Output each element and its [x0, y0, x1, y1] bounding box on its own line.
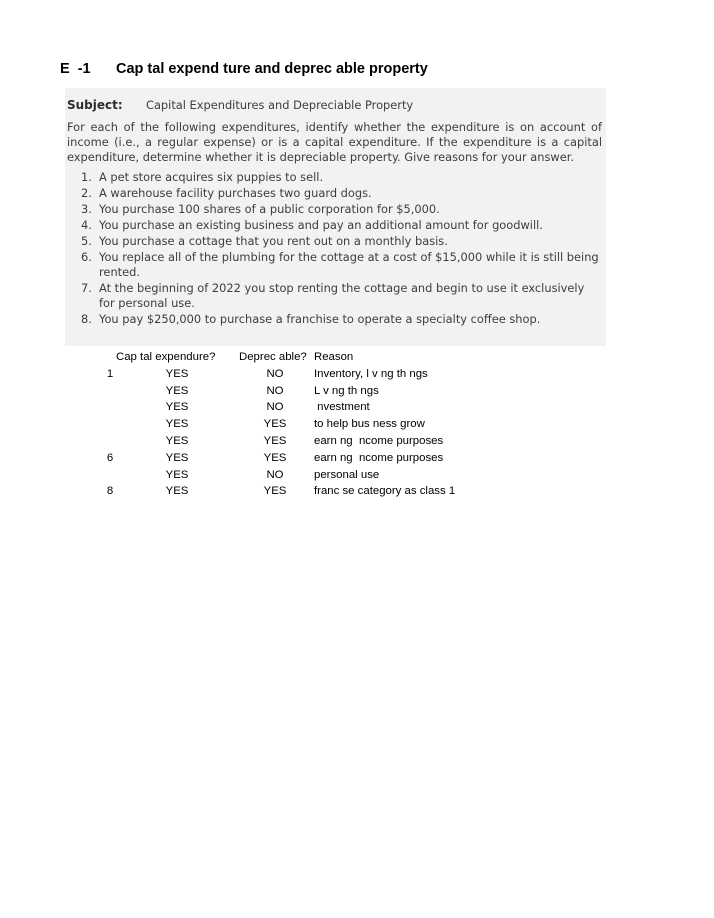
list-item — [67, 312, 602, 327]
depreciable-cell: NO — [266, 468, 284, 481]
textbook-excerpt-image — [65, 88, 606, 346]
reason-cell: earn ng ncome purposes — [314, 451, 444, 464]
row-number: 6 — [106, 451, 114, 464]
table-header-row — [0, 349, 714, 366]
list-item — [67, 218, 602, 233]
depreciable-cell: YES — [263, 418, 287, 431]
item-number: 4. — [81, 218, 92, 232]
page-title — [60, 61, 428, 77]
table-row — [0, 433, 714, 450]
item-text: You purchase a cottage that you rent out on a monthly basis. — [99, 234, 448, 248]
capital-cell: YES — [165, 434, 189, 447]
expenditure-list — [67, 170, 602, 327]
item-text: You replace all of the plumbing for the cottage at a cost of $15,000 while it is still being rented. — [99, 250, 599, 279]
table-row — [0, 467, 714, 484]
capital-cell: YES — [165, 485, 189, 498]
list-item — [67, 234, 602, 249]
answer-table — [0, 349, 714, 500]
subject-text: Capital Expenditures and Depreciable Property — [146, 98, 414, 112]
reason-cell: Inventory, l v ng th ngs — [314, 367, 428, 380]
subject-line — [67, 97, 602, 114]
list-item — [67, 202, 602, 217]
reason-cell: L v ng th ngs — [314, 384, 379, 397]
capital-cell: YES — [165, 418, 189, 431]
depreciable-cell: NO — [266, 401, 284, 414]
exercise-number: E -1 — [60, 61, 91, 77]
item-text: You pay $250,000 to purchase a franchise to operate a specialty coffee shop. — [99, 312, 541, 326]
list-item — [67, 281, 602, 311]
header-reason: Reason — [314, 351, 354, 363]
subject-label: Subject: — [67, 98, 123, 112]
capital-cell: YES — [165, 451, 189, 464]
table-row — [0, 383, 714, 400]
capital-cell: YES — [165, 468, 189, 481]
reason-cell: personal use — [314, 468, 380, 481]
table-row — [0, 399, 714, 416]
item-number: 7. — [81, 281, 92, 295]
row-number: 1 — [106, 367, 114, 380]
reason-cell: franc se category as class 1 — [314, 485, 456, 498]
item-text: You purchase 100 shares of a public corporation for $5,000. — [99, 202, 440, 216]
item-text: A warehouse facility purchases two guard dogs. — [99, 186, 372, 200]
capital-cell: YES — [165, 401, 189, 414]
depreciable-cell: YES — [263, 434, 287, 447]
header-depreciable: Deprec able? — [239, 351, 307, 363]
capital-cell: YES — [165, 384, 189, 397]
reason-cell: earn ng ncome purposes — [314, 434, 444, 447]
list-item — [67, 170, 602, 185]
exercise-title: Cap tal expend ture and deprec able property — [116, 61, 428, 77]
row-number: 8 — [106, 485, 114, 498]
depreciable-cell: YES — [263, 451, 287, 464]
reason-cell: to help bus ness grow — [314, 418, 425, 431]
item-number: 3. — [81, 202, 92, 216]
table-row — [0, 483, 714, 500]
item-number: 6. — [81, 250, 92, 264]
reason-cell: nvestment — [314, 401, 370, 414]
item-number: 5. — [81, 234, 92, 248]
header-capital-expenditure: Cap tal expendure? — [116, 351, 216, 363]
table-row — [0, 366, 714, 383]
item-number: 8. — [81, 312, 92, 326]
table-row — [0, 450, 714, 467]
item-text: You purchase an existing business and pay an additional amount for goodwill. — [99, 218, 543, 232]
depreciable-cell: NO — [266, 367, 284, 380]
depreciable-cell: YES — [263, 485, 287, 498]
item-number: 2. — [81, 186, 92, 200]
table-row — [0, 416, 714, 433]
item-text: At the beginning of 2022 you stop renting the cottage and begin to use it exclusively for personal use. — [99, 281, 585, 310]
capital-cell: YES — [165, 367, 189, 380]
list-item — [67, 186, 602, 201]
excerpt-intro: For each of the following expenditures, identify whether the expenditure is on account of income (i.e., a regular expense) or is a capital expenditure. If the expenditure is a capital expenditure, determine whether it is depreciable property. Give reasons for your answer. — [67, 120, 602, 164]
item-number: 1. — [81, 170, 92, 184]
item-text: A pet store acquires six puppies to sell. — [99, 170, 324, 184]
depreciable-cell: NO — [266, 384, 284, 397]
list-item — [67, 250, 602, 280]
